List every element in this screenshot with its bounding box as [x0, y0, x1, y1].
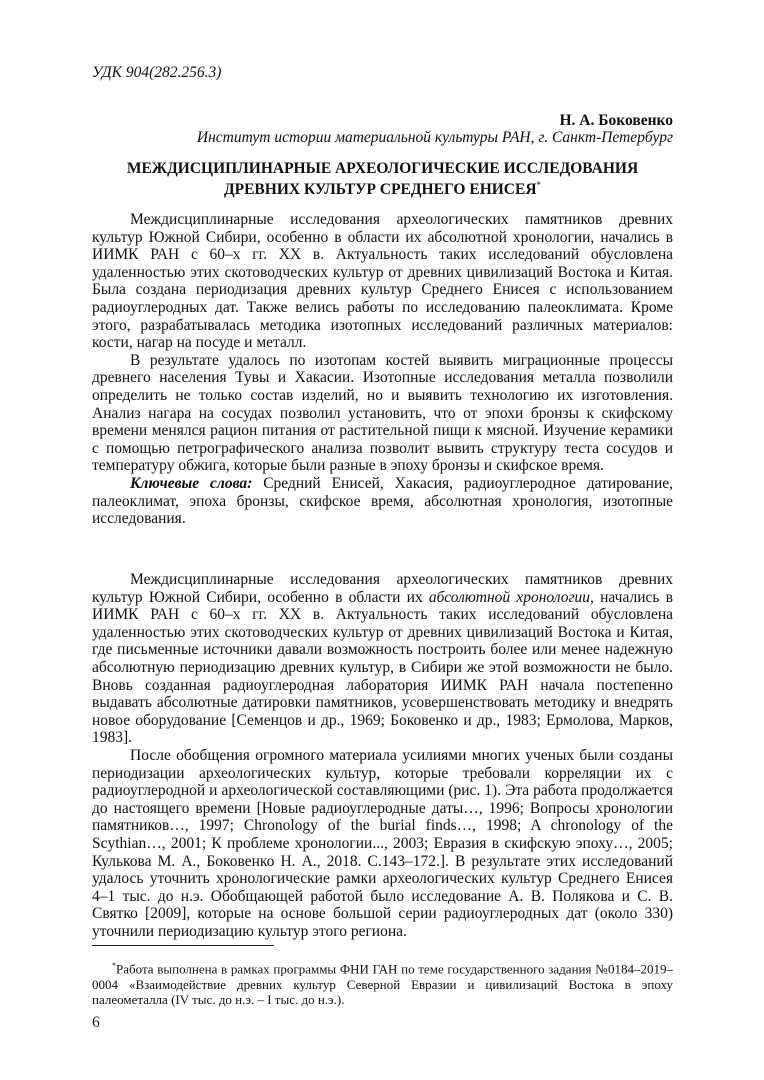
author-affiliation: Институт истории материальной культуры РАН, г. Санкт-Петербург: [196, 129, 673, 146]
body-paragraph-1-italic: абсолютной хронологии: [428, 588, 591, 606]
paper-title: [92, 160, 673, 198]
body-paragraph-1-start: Междисциплинарные исследования археологических памятников древних культур Южной Сибири, особенно в области их: [92, 571, 673, 606]
title-line-1: МЕЖДИСЦИПЛИНАРНЫЕ АРХЕОЛОГИЧЕСКИЕ ИССЛЕДОВАНИЯ: [126, 160, 639, 177]
main-text: [92, 571, 673, 940]
udk-code: УДК 904(282.256.3): [92, 64, 222, 81]
body-paragraph-1-end: , начались в ИИМК РАН с 60–х гг. XX в. Актуальность таких исследований обусловлена удаленностью этих скотоводческих культур от древних цивилизаций Востока и Китая, где письменные источники давали возможность построить более или менее надежную абсолютную периодизацию древних культур, в Сибири же этой возможности не было. Вновь созданная радиоуглеродная лаборатория ИИМК РАН начала постепенно выдавать абсолютные датировки памятников, усовершенствовать методику и внедрять новое оборудование [Семенцов и др., 1969; Боковенко и др., 1983; Ермолова, Марков, 1983].: [92, 588, 673, 747]
keywords-text: Средний Енисей, Хакасия, радиоуглеродное датирование, палеоклимат, эпоха бронзы, скифское время, абсолютная хронология, изотопные исследования.: [92, 474, 673, 528]
footnote-mark: *: [112, 961, 116, 970]
body-paragraph-2: После обобщения огромного материала усилиями многих ученых были созданы периодизации археологических культур, которые требовали корреляции их с радиоуглеродной и археологической составляющими (рис. 1). Эта работа продолжается до настоящего времени [Новые радиоуглеродные даты…, 1996; Вопросы хронологии памятников…, 1997; Chronology of the burial finds…, 1998; A chronology of the Scythian…, 2001; К проблеме хронологии..., 2003; Евразия в скифскую эпоху…, 2005; Кулькова М. А., Боковенко Н. А., 2018. С.143–172.]. В результате этих исследований удалось уточнить хронологические рамки археологических культур Среднего Енисея 4–1 тыс. до н.э. Обобщающей работой было исследование А. В. Полякова и С. В. Святко [2009], которые на основе большой серии радиоуглеродных дат (около 330) уточнили периодизацию культур этого региона.: [92, 746, 673, 940]
keywords-label: Ключевые слова:: [130, 474, 253, 492]
title-line-2-text: ДРЕВНИХ КУЛЬТУР СРЕДНЕГО ЕНИСЕЯ: [223, 181, 537, 199]
title-footnote-mark: *: [536, 180, 542, 190]
footnote-text: Работа выполнена в рамках программы ФНИ ГАН по теме государственного задания №0184–2019–0004 «Взаимодействие древних культур Северной Евразии и цивилизаций Востока в эпоху палеометалла (IV тыс. до н.э. – I тыс. до н.э.).: [92, 961, 673, 1007]
footnote: [92, 958, 673, 1007]
page-number: 6: [92, 1014, 100, 1031]
author-name: Н. А. Боковенко: [559, 112, 673, 129]
title-line-2: [92, 177, 673, 198]
body-paragraph-1: [92, 571, 673, 747]
abstract-paragraph-2: В результате удалось по изотопам костей выявить миграционные процессы древнего населения Тувы и Хакасии. Изотопные исследования металла позволили определить не только состав изделий, но и выявить технологию их изготовления. Анализ нагара на сосудах позволил установить, что от эпохи бронзы к скифскому времени менялся рацион питания от растительной пищи к мясной. Изучение керамики с помощью петрографического анализа позволит вывить структуру теста сосудов и температуру обжига, которые были разные в эпоху бронзы и скифское время.: [92, 351, 673, 475]
keywords: [92, 475, 673, 528]
abstract: [92, 211, 673, 528]
abstract-paragraph-1: Междисциплинарные исследования археологических памятников древних культур Южной Сибири, особенно в области их абсолютной хронологии, начались в ИИМК РАН с 60–х гг. XX в. Актуальность таких исследований обусловлена удаленностью этих скотоводческих культур от древних цивилизаций Востока и Китая. Была создана периодизация древних культур Среднего Енисея с использованием радиоуглеродных дат. Также велись работы по исследованию палеоклимата. Кроме этого, разрабатывалась методика изотопных исследований различных материалов: кости, нагар на посуде и металл.: [92, 211, 673, 352]
footnote-divider: [92, 945, 274, 946]
